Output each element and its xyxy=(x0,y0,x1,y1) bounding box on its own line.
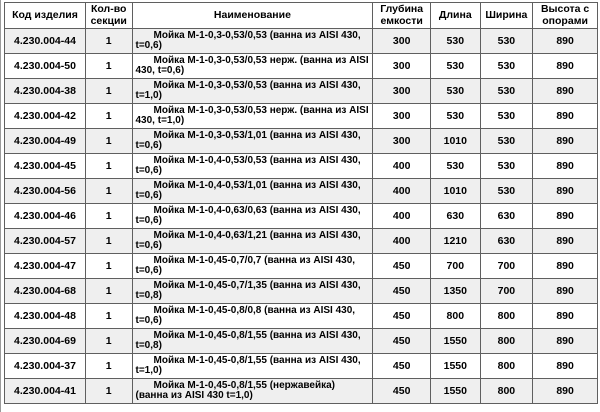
cell-name: Мойка М-1-0,3-0,53/1,01 (ванна из AISI 430, t=0,6) xyxy=(132,129,373,154)
cell-length: 530 xyxy=(431,104,481,129)
table-row xyxy=(5,129,598,154)
cell-code: 4.230.004-48 xyxy=(5,304,86,329)
table-row xyxy=(5,379,598,404)
cell-depth: 450 xyxy=(373,379,431,404)
table-body xyxy=(5,29,598,404)
cell-height: 890 xyxy=(533,354,598,379)
cell-width: 530 xyxy=(480,79,533,104)
cell-height: 890 xyxy=(533,329,598,354)
cell-height: 890 xyxy=(533,304,598,329)
header-cell-height: Высота с опорами xyxy=(533,3,598,29)
cell-name: Мойка М-1-0,45-0,7/0,7 (ванна из AISI 430, t=0,6) xyxy=(132,254,373,279)
header-cell-width: Ширина xyxy=(480,3,533,29)
cell-code: 4.230.004-57 xyxy=(5,229,86,254)
cell-width: 530 xyxy=(480,154,533,179)
cell-depth: 400 xyxy=(373,204,431,229)
cell-length: 530 xyxy=(431,29,481,54)
cell-depth: 300 xyxy=(373,79,431,104)
cell-qty: 1 xyxy=(85,304,132,329)
cell-height: 890 xyxy=(533,54,598,79)
header-cell-length: Длина xyxy=(431,3,481,29)
cell-qty: 1 xyxy=(85,329,132,354)
cell-qty: 1 xyxy=(85,154,132,179)
cell-name: Мойка М-1-0,4-0,63/1,21 (ванна из AISI 430, t=0,6) xyxy=(132,229,373,254)
cell-height: 890 xyxy=(533,29,598,54)
table-header xyxy=(5,3,598,29)
cell-width: 800 xyxy=(480,304,533,329)
cell-name: Мойка М-1-0,3-0,53/0,53 (ванна из AISI 430, t=0,6) xyxy=(132,29,373,54)
cell-name: Мойка М-1-0,3-0,53/0,53 нерж. (ванна из AISI 430, t=0,6) xyxy=(132,54,373,79)
cell-width: 530 xyxy=(480,29,533,54)
cell-name: Мойка М-1-0,45-0,8/1,55 (ванна из AISI 430, t=0,8) xyxy=(132,329,373,354)
table-row xyxy=(5,354,598,379)
cell-name: Мойка М-1-0,4-0,53/0,53 (ванна из AISI 430, t=0,6) xyxy=(132,154,373,179)
cell-code: 4.230.004-47 xyxy=(5,254,86,279)
cell-length: 630 xyxy=(431,204,481,229)
cell-width: 530 xyxy=(480,104,533,129)
cell-height: 890 xyxy=(533,129,598,154)
table-row xyxy=(5,329,598,354)
cell-name: Мойка М-1-0,45-0,8/1,55 (ванна из AISI 430, t=1,0) xyxy=(132,354,373,379)
cell-height: 890 xyxy=(533,104,598,129)
cell-length: 530 xyxy=(431,79,481,104)
cell-width: 530 xyxy=(480,129,533,154)
cell-height: 890 xyxy=(533,204,598,229)
cell-height: 890 xyxy=(533,254,598,279)
cell-name: Мойка М-1-0,3-0,53/0,53 (ванна из AISI 430, t=1,0) xyxy=(132,79,373,104)
cell-qty: 1 xyxy=(85,379,132,404)
cell-depth: 450 xyxy=(373,304,431,329)
cell-depth: 300 xyxy=(373,129,431,154)
cell-qty: 1 xyxy=(85,129,132,154)
cell-qty: 1 xyxy=(85,354,132,379)
table-row xyxy=(5,54,598,79)
cell-name: Мойка М-1-0,45-0,7/1,35 (ванна из AISI 430, t=0,8) xyxy=(132,279,373,304)
cell-depth: 400 xyxy=(373,229,431,254)
cell-height: 890 xyxy=(533,229,598,254)
cell-qty: 1 xyxy=(85,104,132,129)
cell-width: 630 xyxy=(480,229,533,254)
cell-width: 700 xyxy=(480,279,533,304)
cell-qty: 1 xyxy=(85,179,132,204)
cell-length: 800 xyxy=(431,304,481,329)
table-row xyxy=(5,179,598,204)
cell-depth: 450 xyxy=(373,254,431,279)
cell-qty: 1 xyxy=(85,29,132,54)
table-row xyxy=(5,204,598,229)
cell-code: 4.230.004-49 xyxy=(5,129,86,154)
cell-height: 890 xyxy=(533,179,598,204)
cell-name: Мойка М-1-0,4-0,63/0,63 (ванна из AISI 430, t=0,6) xyxy=(132,204,373,229)
table-row xyxy=(5,254,598,279)
cell-code: 4.230.004-37 xyxy=(5,354,86,379)
cell-name: Мойка М-1-0,4-0,53/1,01 (ванна из AISI 430, t=0,6) xyxy=(132,179,373,204)
cell-length: 1010 xyxy=(431,129,481,154)
cell-height: 890 xyxy=(533,154,598,179)
cell-qty: 1 xyxy=(85,204,132,229)
cell-depth: 450 xyxy=(373,354,431,379)
cell-width: 530 xyxy=(480,179,533,204)
cell-length: 530 xyxy=(431,154,481,179)
table-row xyxy=(5,79,598,104)
cell-height: 890 xyxy=(533,279,598,304)
cell-code: 4.230.004-69 xyxy=(5,329,86,354)
cell-code: 4.230.004-50 xyxy=(5,54,86,79)
cell-qty: 1 xyxy=(85,54,132,79)
cell-length: 1010 xyxy=(431,179,481,204)
cell-depth: 300 xyxy=(373,54,431,79)
cell-width: 800 xyxy=(480,329,533,354)
cell-qty: 1 xyxy=(85,229,132,254)
header-cell-name: Наименование xyxy=(132,3,373,29)
cell-qty: 1 xyxy=(85,279,132,304)
cell-qty: 1 xyxy=(85,254,132,279)
cell-qty: 1 xyxy=(85,79,132,104)
header-cell-code: Код изделия xyxy=(5,3,86,29)
header-cell-qty: Кол-во секции xyxy=(85,3,132,29)
cell-code: 4.230.004-45 xyxy=(5,154,86,179)
header-row xyxy=(5,3,598,29)
table-row xyxy=(5,104,598,129)
cell-name: Мойка М-1-0,3-0,53/0,53 нерж. (ванна из AISI 430, t=1,0) xyxy=(132,104,373,129)
cell-height: 890 xyxy=(533,379,598,404)
header-cell-depth: Глубина емкости xyxy=(373,3,431,29)
cell-width: 530 xyxy=(480,54,533,79)
cell-depth: 450 xyxy=(373,329,431,354)
table-row xyxy=(5,304,598,329)
cell-code: 4.230.004-41 xyxy=(5,379,86,404)
table-row xyxy=(5,229,598,254)
cell-length: 530 xyxy=(431,54,481,79)
cell-code: 4.230.004-68 xyxy=(5,279,86,304)
cell-depth: 300 xyxy=(373,104,431,129)
table-row xyxy=(5,29,598,54)
cell-width: 630 xyxy=(480,204,533,229)
cell-length: 700 xyxy=(431,254,481,279)
cell-depth: 400 xyxy=(373,179,431,204)
table-row xyxy=(5,279,598,304)
table-row xyxy=(5,154,598,179)
cell-width: 700 xyxy=(480,254,533,279)
cell-code: 4.230.004-44 xyxy=(5,29,86,54)
cell-length: 1550 xyxy=(431,329,481,354)
cell-length: 1210 xyxy=(431,229,481,254)
cell-width: 800 xyxy=(480,379,533,404)
product-spec-table xyxy=(4,2,598,404)
cell-code: 4.230.004-56 xyxy=(5,179,86,204)
cell-name: Мойка М-1-0,45-0,8/1,55 (нержавейка) (ванна из AISI 430 t=1,0) xyxy=(132,379,373,404)
cell-depth: 450 xyxy=(373,279,431,304)
cell-name: Мойка М-1-0,45-0,8/0,8 (ванна из AISI 430, t=0,6) xyxy=(132,304,373,329)
cell-height: 890 xyxy=(533,79,598,104)
cell-length: 1550 xyxy=(431,379,481,404)
cell-code: 4.230.004-38 xyxy=(5,79,86,104)
cell-code: 4.230.004-46 xyxy=(5,204,86,229)
cell-width: 800 xyxy=(480,354,533,379)
cell-length: 1350 xyxy=(431,279,481,304)
cell-depth: 300 xyxy=(373,29,431,54)
cell-code: 4.230.004-42 xyxy=(5,104,86,129)
cell-length: 1550 xyxy=(431,354,481,379)
cell-depth: 400 xyxy=(373,154,431,179)
left-frame-line xyxy=(0,0,1,412)
